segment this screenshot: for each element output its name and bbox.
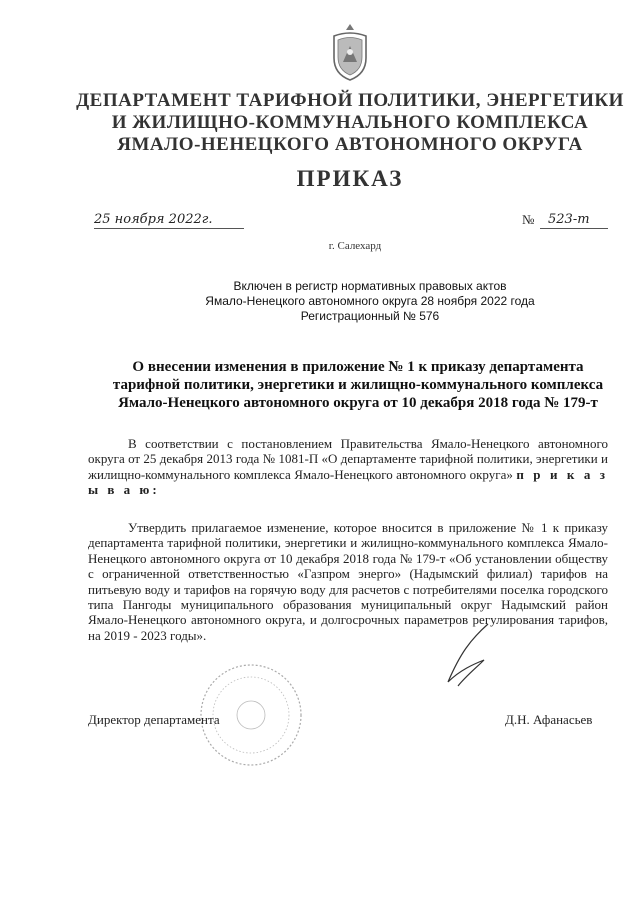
coat-of-arms-icon (328, 22, 372, 82)
document-type-title: ПРИКАЗ (296, 166, 404, 191)
registration-line: Ямало-Ненецкого автономного округа 28 ноября 2022 года (205, 294, 535, 308)
date-handwritten: 25 ноября 2022г. (94, 212, 213, 227)
department-name-line-1: ДЕПАРТАМЕНТ ТАРИФНОЙ ПОЛИТИКИ, ЭНЕРГЕТИКИ (76, 90, 624, 111)
subject-line: Ямало-Ненецкого автономного округа от 10 декабря 2018 года № 179-т (118, 395, 598, 411)
signatory-name: Д.Н. Афанасьев (505, 712, 593, 727)
department-name-line-2: И ЖИЛИЩНО-КОММУНАЛЬНОГО КОМПЛЕКСА (111, 112, 589, 133)
registration-line: Включен в регистр нормативных правовых актов (233, 279, 507, 293)
department-name-line-3: ЯМАЛО-НЕНЕЦКОГО АВТОНОМНОГО ОКРУГА (117, 134, 583, 155)
registration-notice (110, 279, 630, 324)
preamble-paragraph (88, 436, 608, 498)
order-subject (78, 358, 638, 412)
number-field (540, 210, 608, 229)
number-label: № (522, 212, 535, 227)
registration-line: Регистрационный № 576 (300, 309, 440, 323)
signatory-title: Директор департамента (88, 712, 220, 727)
date-field (94, 210, 244, 229)
handwritten-signature-icon (440, 620, 500, 690)
city-label: г. Салехард (328, 240, 382, 252)
order-paragraph: Утвердить прилагаемое изменение, которое вносится в приложение № 1 к приказу департамента тарифной политики, энергетики и жилищно-коммунального комплекса Ямало-Ненецкого автономного округа от 10 декабря 2018 года № 179-т «Об установлении обществу с ограниченной ответственностью «Газпром энерго» (Надымский филиал) тарифов на питьевую воду и тарифов на горячую воду для расчетов с потребителями поселка городского типа Пангоды муниципального образования муниципальный округ Надымский район Ямало-Ненецкого автономного округа, и долгосрочных параметров регулирования тарифов, на 2019 - 2023 годы». (88, 520, 608, 643)
subject-line: О внесении изменения в приложение № 1 к приказу департамента (132, 359, 584, 375)
subject-line: тарифной политики, энергетики и жилищно-коммунального комплекса (112, 377, 604, 393)
preamble-text: В соответствии с постановлением Правительства Ямало-Ненецкого автономного округа от 25 декабря 2013 года № 1081-П «О департаменте тарифной политики, энергетики и жилищно-коммунального комплекса Ямало-Ненецкого автономного округа» (88, 436, 608, 482)
order-word: п р и к а з ы в а ю: (88, 466, 609, 498)
number-handwritten: 523-т (548, 212, 590, 227)
